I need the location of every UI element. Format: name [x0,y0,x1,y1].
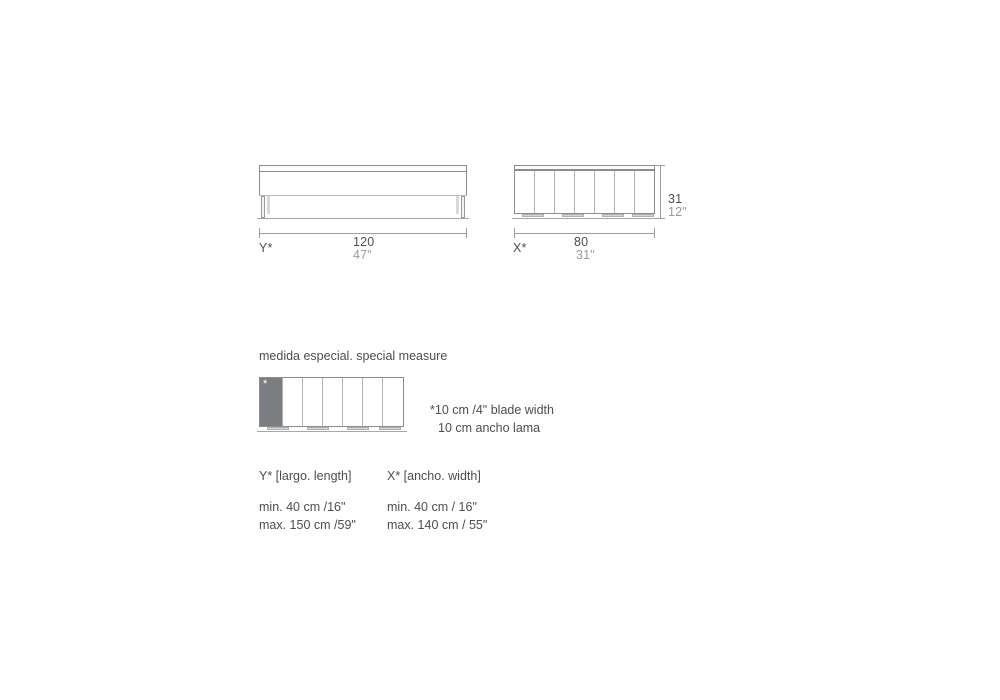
side-width-inches: 31" [576,248,595,262]
side-foot-4 [632,214,654,217]
spec-length-max: max. 150 cm /59" [259,518,356,532]
front-axis-label: Y* [259,241,273,255]
spec-length-title: Y* [largo. length] [259,469,352,483]
special-foot-3 [347,427,369,430]
side-blade-5 [614,171,615,213]
special-foot-2 [307,427,329,430]
side-blade-3 [574,171,575,213]
blade-width-note-spanish: 10 cm ancho lama [438,421,541,435]
spec-width-min: min. 40 cm / 16" [387,499,477,514]
furniture-leg-inner-left [267,196,270,214]
front-width-cm: 120 [353,235,375,249]
special-foot-1 [267,427,289,430]
front-elevation-drawing [259,165,467,225]
side-axis-label: X* [513,241,527,255]
furniture-leg-left [261,196,265,218]
side-dimension-tick-left [514,228,515,238]
furniture-body [259,172,467,196]
special-measure-drawing [259,377,404,435]
side-width-cm: 80 [574,235,589,249]
special-foot-4 [379,427,401,430]
floor-line-front [257,218,469,219]
side-dimension-tick-right [654,228,655,238]
side-blade-4 [594,171,595,213]
front-dimension-tick-right [466,228,467,238]
side-blade-2 [554,171,555,213]
side-blade-6 [634,171,635,213]
furniture-top-slab [259,165,467,172]
special-blade-6 [382,378,383,426]
furniture-leg-inner-right [456,196,459,214]
spec-width-max: max. 140 cm / 55" [387,518,488,532]
special-measure-heading: medida especial. special measure [259,349,448,363]
side-width-dimension-line [514,233,655,234]
side-height-tick-bottom [655,218,665,219]
special-blade-4 [342,378,343,426]
side-height-cm: 31 [668,192,683,206]
side-foot-3 [602,214,624,217]
special-blade-3 [322,378,323,426]
side-elevation-drawing [514,165,655,225]
side-height-tick-top [655,165,665,166]
special-blade-5 [362,378,363,426]
spec-length-min: min. 40 cm /16" [259,499,346,514]
furniture-leg-right [461,196,465,218]
special-blade-1 [282,378,283,426]
spec-column-width [387,467,487,535]
special-blade-2 [302,378,303,426]
side-height-inches: 12" [668,205,687,219]
asterisk-marker: * [263,378,268,390]
floor-line-side [512,218,658,219]
side-blade-1 [534,171,535,213]
side-foot-1 [522,214,544,217]
furniture-base-line [259,195,467,196]
blade-width-note-english: *10 cm /4" blade width [430,403,554,417]
front-dimension-tick-left [259,228,260,238]
side-foot-2 [562,214,584,217]
side-height-dimension-line [660,165,661,219]
front-width-dimension-line [259,233,467,234]
floor-line-special [257,431,407,432]
spec-column-length [259,467,356,535]
front-width-inches: 47" [353,248,372,262]
spec-width-title: X* [ancho. width] [387,469,481,483]
